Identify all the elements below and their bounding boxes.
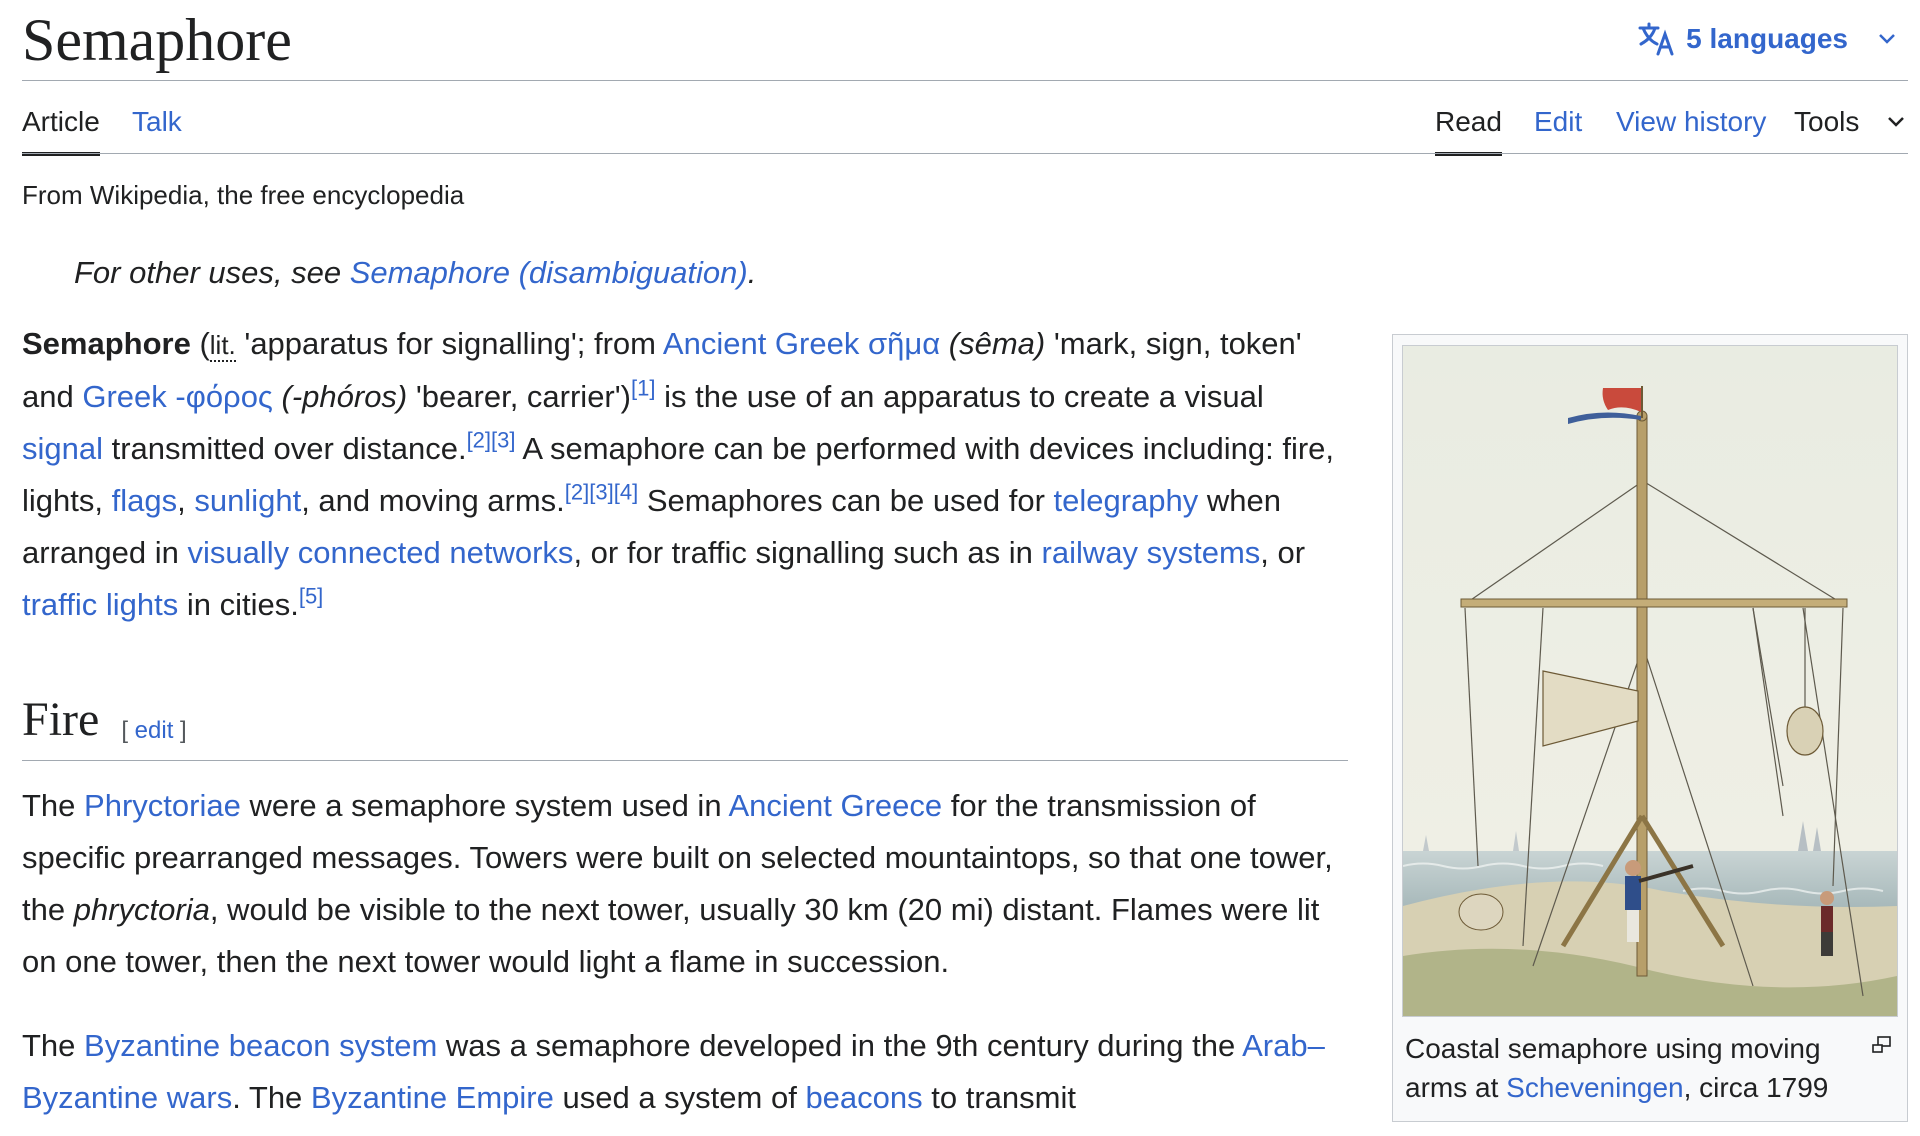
section-divider bbox=[22, 760, 1348, 761]
link-ancient-greek[interactable]: Ancient Greek bbox=[662, 326, 860, 361]
reference-3[interactable]: [3] bbox=[589, 479, 614, 505]
tab-edit[interactable]: Edit bbox=[1534, 106, 1583, 137]
reference-3[interactable]: [3] bbox=[491, 427, 516, 453]
section-edit-link: [ edit ] bbox=[121, 716, 187, 744]
chevron-down-icon bbox=[1878, 33, 1896, 45]
chevron-down-icon bbox=[1887, 116, 1905, 128]
link-scheveningen[interactable]: Scheveningen bbox=[1506, 1072, 1684, 1103]
section-fire-header bbox=[22, 690, 1348, 750]
tools-label: Tools bbox=[1794, 106, 1860, 137]
reference-1[interactable]: [1] bbox=[631, 375, 656, 401]
fire-paragraph-1: The Phryctoriae were a semaphore system used in Ancient Greece for the transmission of specific prearranged messages. Towers were built on selected mountaintops, so that one tower, the phryctoria, would be visible to the next tower, usually 30 km (20 mi) distant. Flames were lit on one tower, then the next tower would light a flame in succession. bbox=[22, 788, 1333, 979]
reference-4[interactable]: [4] bbox=[613, 479, 639, 505]
fire-paragraph-2: The Byzantine beacon system was a semaphore developed in the 9th century during the Arab–Byzantine wars. The Byzantine Empire used a system of beacons to transmit bbox=[22, 1028, 1325, 1115]
link-telegraphy[interactable]: telegraphy bbox=[1053, 483, 1199, 518]
link-phryctoriae[interactable]: Phryctoriae bbox=[84, 788, 241, 823]
link-arab-byzantine-wars[interactable]: Arab–Byzantine wars bbox=[22, 1028, 1325, 1115]
link-flags[interactable]: flags bbox=[111, 483, 178, 518]
coastal-semaphore-image bbox=[1403, 346, 1897, 1016]
lit-abbreviation: lit. bbox=[209, 330, 236, 360]
enlarge-icon[interactable] bbox=[1871, 1035, 1893, 1057]
link-ancient-greece[interactable]: Ancient Greece bbox=[728, 788, 943, 823]
reference-2[interactable]: [2] bbox=[564, 479, 590, 505]
title-divider bbox=[22, 80, 1908, 81]
tab-read[interactable]: Read bbox=[1435, 106, 1502, 137]
disambiguation-link[interactable]: Semaphore (disambiguation) bbox=[349, 255, 748, 290]
reference-5[interactable]: [5] bbox=[298, 583, 324, 609]
hatnote: For other uses, see Semaphore (disambiguation). bbox=[74, 255, 757, 290]
tools-menu[interactable] bbox=[1794, 106, 1905, 138]
tabs-divider bbox=[22, 153, 1908, 154]
languages-label: 5 languages bbox=[1686, 23, 1848, 54]
link-sema[interactable]: σῆμα bbox=[867, 326, 941, 361]
link-byzantine-empire[interactable]: Byzantine Empire bbox=[310, 1080, 554, 1115]
link-visually-connected-networks[interactable]: visually connected networks bbox=[187, 535, 574, 570]
figure-caption: Coastal semaphore using moving arms at Scheveningen, circa 1799 bbox=[1405, 1033, 1829, 1103]
languages-button[interactable] bbox=[1638, 22, 1896, 56]
link-greek[interactable]: Greek bbox=[82, 379, 167, 414]
link-railway-systems[interactable]: railway systems bbox=[1041, 535, 1261, 570]
link-traffic-lights[interactable]: traffic lights bbox=[22, 587, 179, 622]
image-figure bbox=[1392, 334, 1908, 1122]
section-heading-fire: Fire bbox=[22, 693, 100, 746]
site-tagline: From Wikipedia, the free encyclopedia bbox=[22, 180, 465, 210]
edit-section-button[interactable]: edit bbox=[134, 716, 174, 744]
tab-talk[interactable]: Talk bbox=[132, 106, 182, 137]
tab-article[interactable]: Article bbox=[22, 106, 100, 137]
page-title: Semaphore bbox=[22, 7, 292, 73]
link-phoros[interactable]: -φόρος bbox=[175, 379, 273, 414]
translate-icon bbox=[1638, 22, 1676, 56]
reference-2[interactable]: [2] bbox=[466, 427, 492, 453]
link-signal[interactable]: signal bbox=[22, 431, 103, 466]
link-beacons[interactable]: beacons bbox=[805, 1080, 923, 1115]
tab-view-history[interactable]: View history bbox=[1616, 106, 1767, 137]
page-tabs bbox=[22, 98, 1908, 154]
link-byzantine-beacon-system[interactable]: Byzantine beacon system bbox=[84, 1028, 438, 1063]
link-sunlight[interactable]: sunlight bbox=[194, 483, 302, 518]
intro-paragraph: Semaphore (lit. 'apparatus for signalling'; from Ancient Greek σῆμα (sêma) 'mark, sign, token' and Greek -φόρος (-phóros) 'bearer, carrier')[1] is the use of an apparatus to create a visual signal transmitted over distance.[2][3] A semaphore can be performed with devices including: fire, lights, flags, sunlight, and moving arms.[2][3][4] Semaphores can be used for telegraphy when arranged in visually connected networks, or for traffic signalling such as in railway systems, or traffic lights in cities.[5] bbox=[22, 326, 1335, 622]
semaphore-illustration[interactable] bbox=[1402, 345, 1898, 1017]
